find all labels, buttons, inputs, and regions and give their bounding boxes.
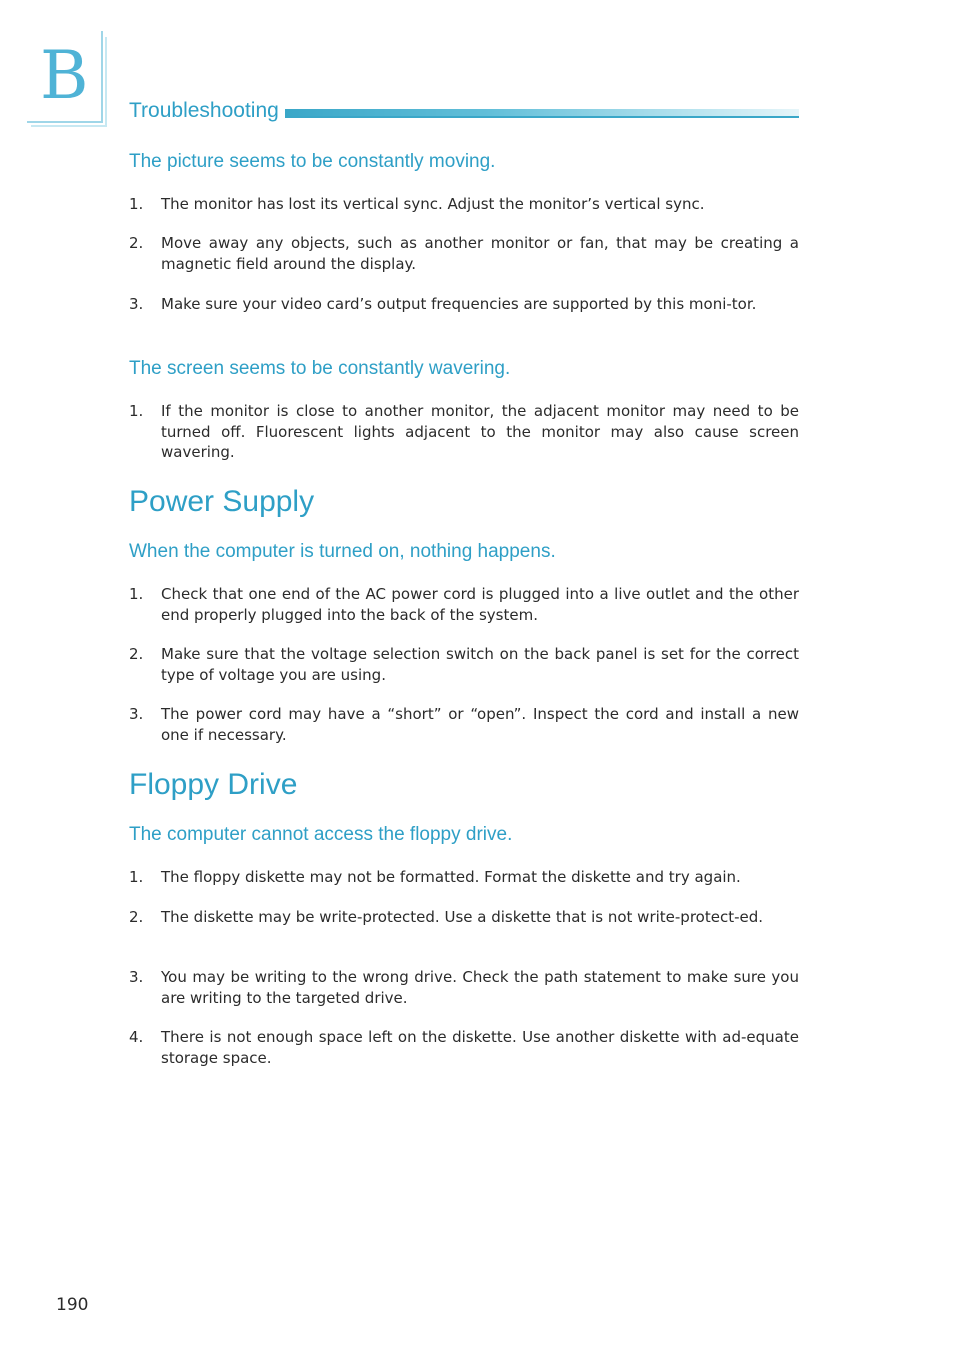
running-head: Troubleshooting [129, 99, 279, 122]
list-item [129, 867, 799, 888]
list-item-number: 2. [129, 234, 144, 252]
list-item-number: 3. [129, 295, 144, 313]
list-item-text: You may be writing to the wrong drive. Check the path statement to make sure you are writing to the targeted drive. [161, 968, 799, 1007]
list-item [129, 644, 799, 685]
subsection-title: The screen seems to be constantly wavering. [129, 358, 511, 379]
list-item-text: The monitor has lost its vertical sync. Adjust the monitor’s vertical sync. [161, 195, 705, 213]
list-item-number: 3. [129, 705, 144, 723]
section-heading-power-supply: Power Supply [129, 485, 315, 518]
list-item-text: Check that one end of the AC power cord is plugged into a live outlet and the other end properly plugged into the back of the system. [161, 585, 799, 624]
list-item [129, 907, 799, 928]
page-number: 190 [56, 1295, 89, 1315]
list-item-text: The diskette may be write-protected. Use a diskette that is not write-protect-ed. [161, 908, 763, 926]
list-item [129, 294, 799, 315]
list-item-number: 2. [129, 908, 144, 926]
list-item-number: 4. [129, 1028, 144, 1046]
list-item-text: Make sure that the voltage selection switch on the back panel is set for the correct type of voltage you are using. [161, 645, 799, 684]
list-item [129, 584, 799, 625]
subsection-title: The computer cannot access the floppy drive. [129, 824, 513, 845]
list-item-number: 2. [129, 645, 144, 663]
list-item [129, 233, 799, 274]
list-item [129, 1027, 799, 1068]
header-rule [285, 116, 799, 118]
list-item-text: The floppy diskette may not be formatted. Format the diskette and try again. [161, 868, 741, 886]
list-item-text: Make sure your video card’s output frequencies are supported by this moni-tor. [161, 295, 757, 313]
chapter-letter: B [40, 37, 89, 114]
list-item-number: 1. [129, 585, 144, 603]
list-item-text: There is not enough space left on the diskette. Use another diskette with ad-equate storage space. [161, 1028, 799, 1067]
list-item-text: The power cord may have a “short” or “open”. Inspect the cord and install a new one if necessary. [161, 705, 799, 744]
list-item-number: 3. [129, 968, 144, 986]
list-item [129, 967, 799, 1008]
list-item-text: Move away any objects, such as another monitor or fan, that may be creating a magnetic field around the display. [161, 234, 799, 273]
section-heading-floppy-drive: Floppy Drive [129, 768, 298, 801]
list-item [129, 704, 799, 745]
subsection-title: The picture seems to be constantly moving. [129, 151, 496, 172]
list-item-number: 1. [129, 868, 144, 886]
list-item [129, 194, 799, 215]
list-item [129, 401, 799, 463]
list-item-number: 1. [129, 195, 144, 213]
list-item-number: 1. [129, 402, 144, 420]
subsection-title: When the computer is turned on, nothing happens. [129, 541, 556, 562]
list-item-text: If the monitor is close to another monitor, the adjacent monitor may need to be turned off. Fluorescent lights adjacent to the monitor may also cause screen wavering. [161, 402, 799, 461]
